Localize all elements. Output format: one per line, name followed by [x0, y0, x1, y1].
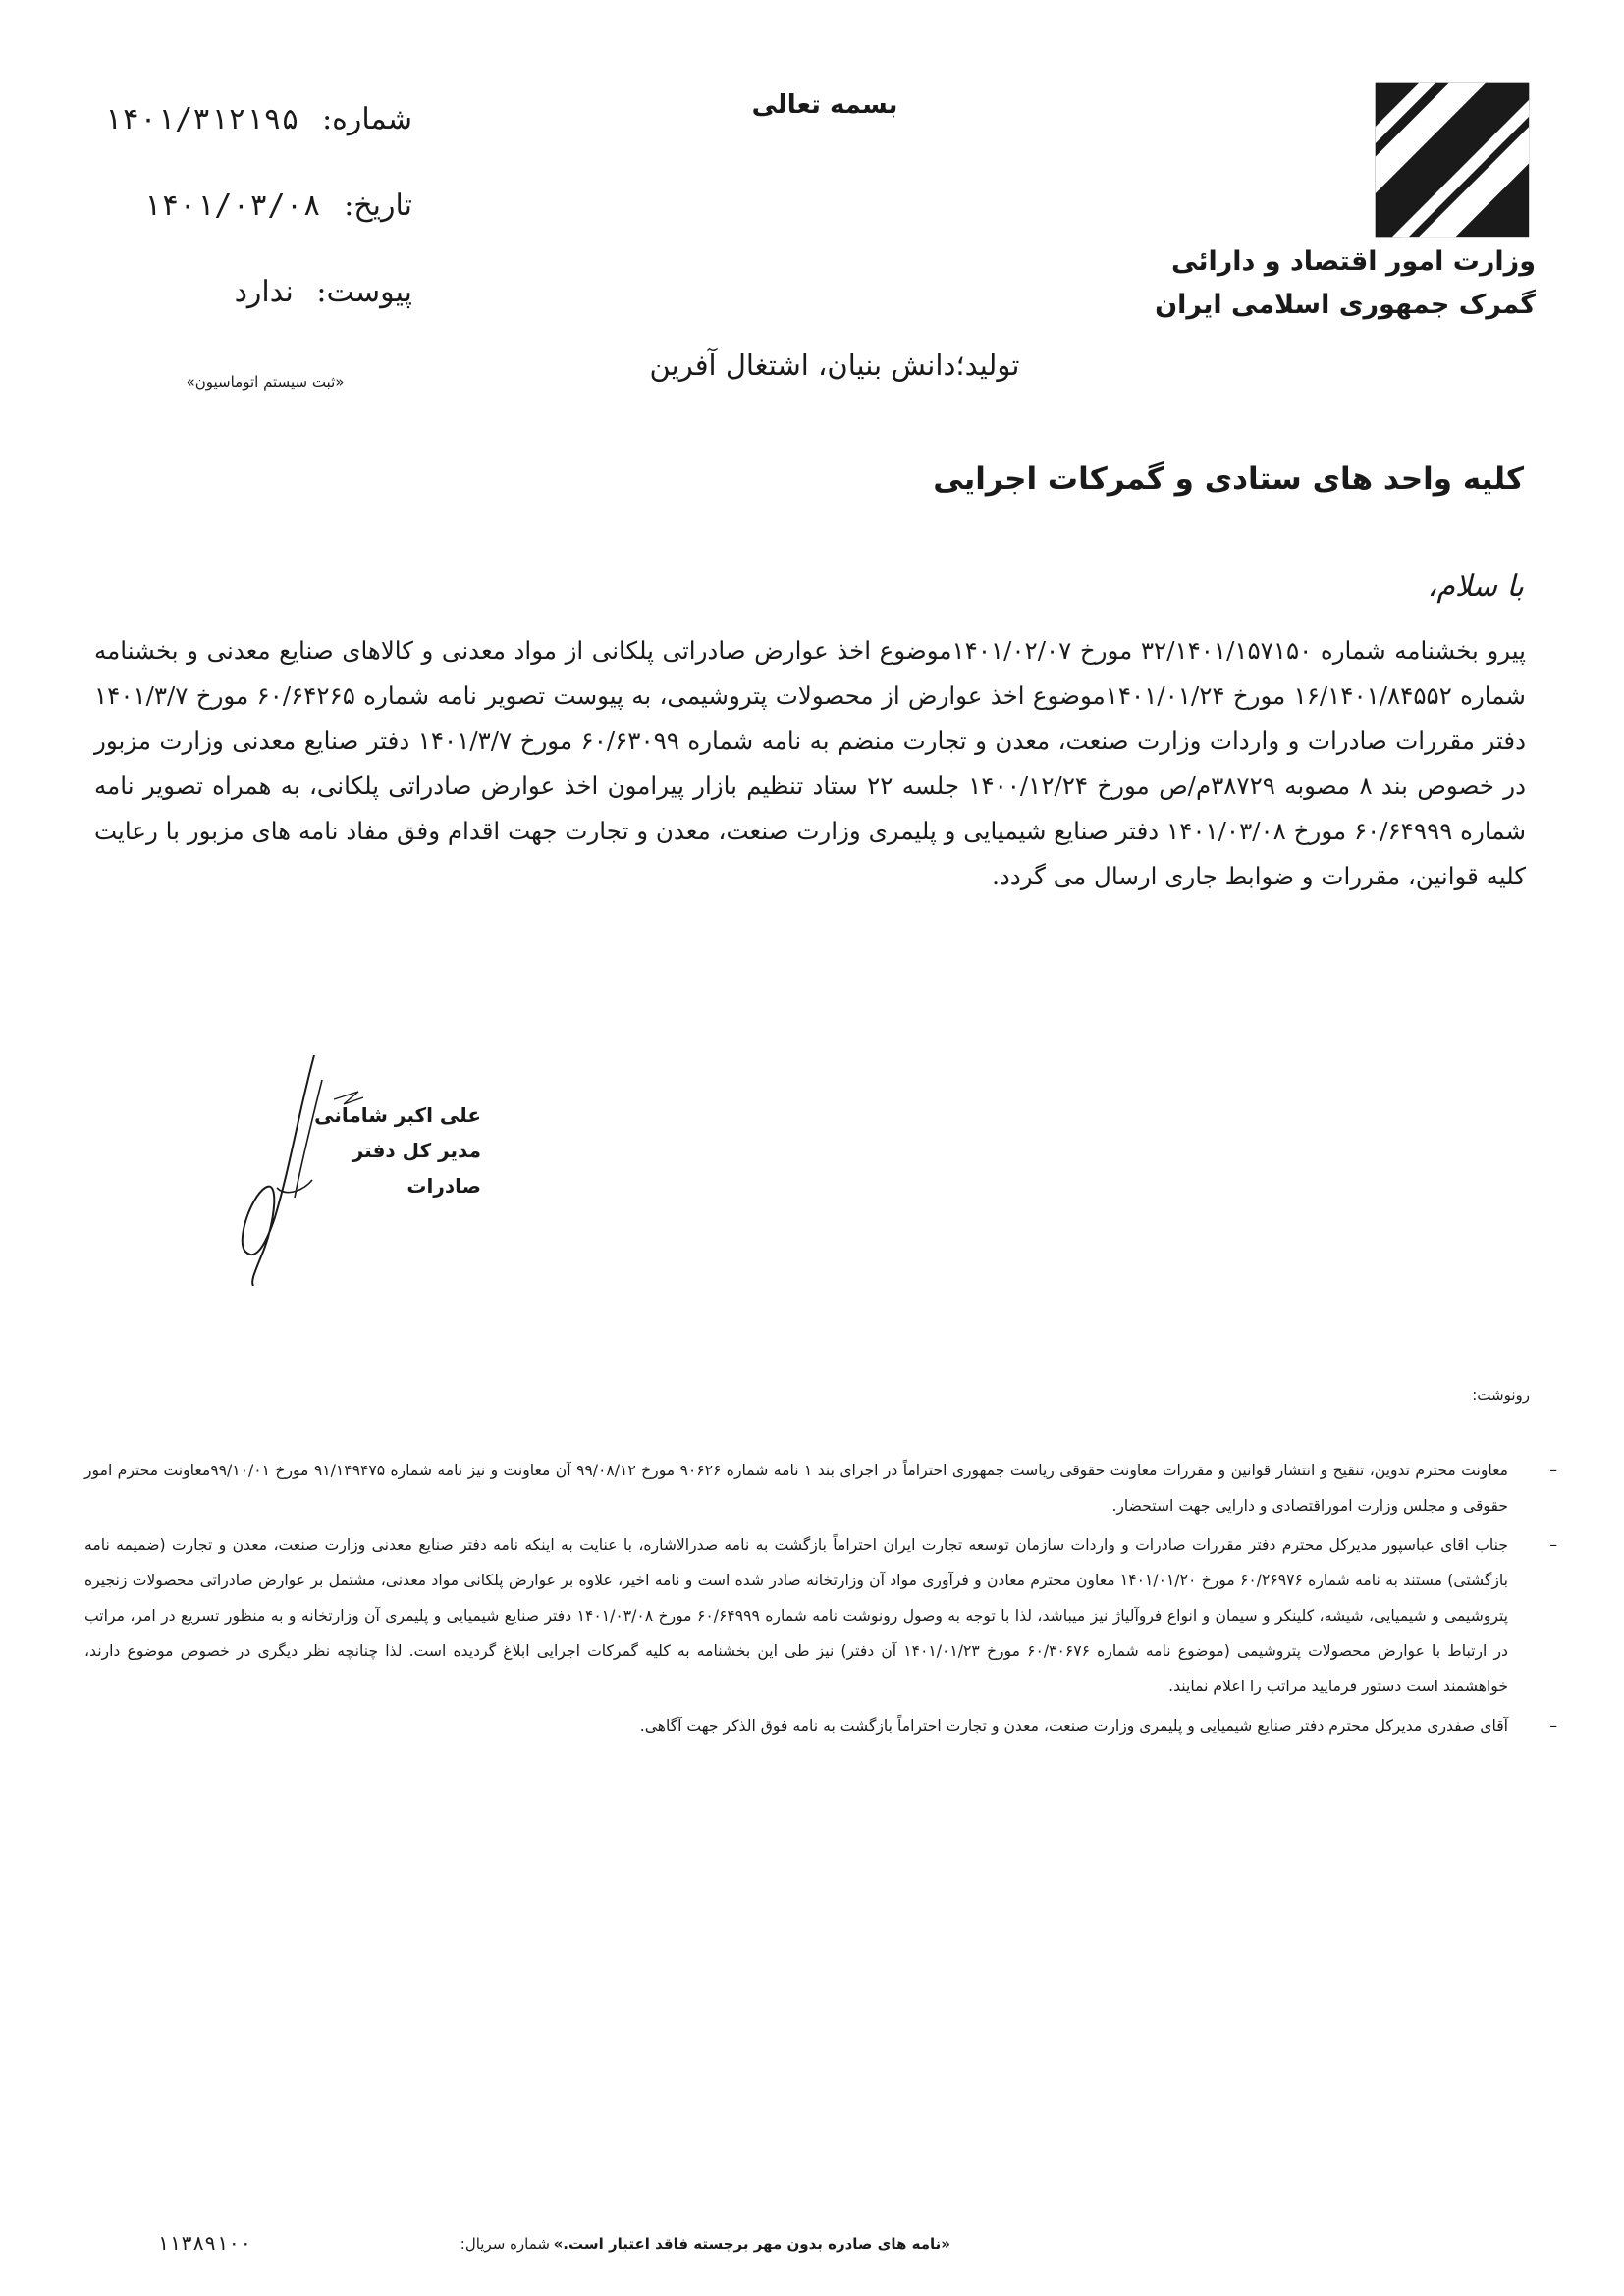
letter-body: پیرو بخشنامه شماره ۳۲/۱۴۰۱/۱۵۷۱۵۰ مورخ ۱۴۰۱/۰۲/۰۷موضوع اخذ عوارض صادراتی پلکانی از مواد معدنی و کالاهای صنایع معدنی و بخشنامه شماره ۱۶/۱۴۰۱/۸۴۵۵۲ مورخ ۱۴۰۱/۰۱/۲۴موضوع اخذ عوارض از محصولات پتروشیمی، به پیوست تصویر نامه شماره ۶۰/۶۴۲۶۵ مورخ ۱۴۰۱/۳/۷ دفتر مقررات صادرات و واردات وزارت صنعت، معدن و تجارت منضم به نامه شماره ۶۰/۶۳۰۹۹ مورخ ۱۴۰۱/۳/۷ دفتر صنایع معدنی وزارت مزبور در خصوص بند ۸ مصوبه ۳۸۷۲۹م/ص مورخ ۱۴۰۰/۱۲/۲۴ جلسه ۲۲ ستاد تنظیم بازار پیرامون اخذ عوارض صادراتی پلکانی، به همراه تصویر نامه شماره ۶۰/۶۴۹۹۹ مورخ ۱۴۰۱/۰۳/۰۸ دفتر صنایع شیمیایی و پلیمری وزارت صنعت، معدن و تجارت جهت اقدام وفق مفاد نامه های مزبور با رعایت کلیه قوانین، مقررات و ضوابط جاری ارسال می گردد. [94, 636, 1526, 890]
letter-date [79, 183, 412, 230]
signatory-title: مدیر کل دفتر صادرات [352, 1139, 481, 1198]
footer [157, 2231, 1551, 2261]
customs-logo-icon [1369, 77, 1536, 243]
cc-item: – آقای صفدری مدیرکل محترم دفتر صنایع شیمیایی و پلیمری وزارت صنعت، معدن و تجارت احتراماً بازگشت به نامه فوق الذکر جهت آگاهی. [639, 1717, 1557, 1735]
signatory [285, 1097, 481, 1203]
cc-item: – معاونت محترم تدوین، تنقیح و انتشار قوانین و مقررات معاونت حقوقی ریاست جمهوری احتراماً در اجرای بند ۱ نامه شماره ۹۰۶۲۶ مورخ ۹۹/۰۸/۱۲ آن معاونت و نیز نامه شماره ۹۱/۱۴۹۴۷۵ مورخ ۹۹/۱۰/۰۱معاونت محترم امور حقوقی و مجلس وزارت اموراقتصادی و دارایی جهت استحضار. [84, 1462, 1557, 1515]
cc-label: رونوشت: [1472, 1386, 1530, 1404]
number-label: شماره: [322, 102, 412, 136]
basmala: بسمه تعالی [751, 90, 898, 120]
cc-list [84, 1453, 1557, 1747]
number-value: ۱۴۰۱/۳۱۲۱۹۵ [103, 102, 299, 136]
date-label: تاریخ: [344, 188, 412, 223]
date-value: ۱۴۰۱/۰۳/۰۸ [143, 188, 321, 223]
cc-item: – جناب اقای عباسپور مدیرکل محترم دفتر مقررات صادرات و واردات سازمان توسعه تجارت ایران احتراماً بازگشت به نامه صدرالاشاره، با عنایت به اینکه نامه دفتر صنایع معدنی وزارت صنعت، معدن و تجارت (ضمیمه نامه بازگشتی) مستند به نامه شماره ۶۰/۲۶۹۷۶ مورخ ۱۴۰۱/۰۱/۲۰ معاون محترم معادن و فرآوری مواد آن وزارتخانه صادر شده است و نامه اخیر، علاوه بر عوارض پلکانی مواد معدنی، مشتمل بر عوارض صادراتی محصولات زنجیره پتروشیمی و شیمیایی، شیشه، کلینکر و سیمان و انواع فروآلیاژ نیز میباشد، لذا با توجه به وصول رونوشت نامه شماره ۶۰/۶۴۹۹۹ مورخ ۱۴۰۱/۰۳/۰۸ دفتر صنایع شیمیایی و پلیمری آن وزارتخانه و به منظور تسریع در امر، مراتب در ارتباط با عوارض محصولات پتروشیمی (موضوع نامه شماره ۶۰/۳۰۶۷۶ مورخ ۱۴۰۱/۰۱/۲۳ آن دفتر) نیز طی این بخشنامه به کلیه گمرکات اجرایی ابلاغ گردیده است. لذا چنانچه نظر دیگری در خصوص موضوع دارند، خواهشمند است دستور فرمایید مراتب را اعلام نمایند. [84, 1536, 1557, 1695]
validity-note: «نامه های صادره بدون مهر برجسته فاقد اعتبار است.» [553, 2235, 950, 2253]
ministry-name: وزارت امور اقتصاد و دارائی [1171, 246, 1536, 277]
organization-name: گمرک جمهوری اسلامی ایران [1155, 290, 1536, 320]
letter-number [79, 96, 412, 143]
attachment-value: ندارد [234, 275, 294, 309]
letter-attachment [79, 269, 412, 316]
serial-value: ۱۱۳۸۹۱۰۰ [157, 2231, 252, 2255]
recipient: کلیه واحد های ستادی و گمرکات اجرایی [933, 461, 1524, 497]
salutation: با سلام، [1427, 569, 1524, 604]
auto-registration-note: «ثبت سیستم اتوماسیون» [186, 373, 345, 391]
serial-label: شماره سریال: [460, 2235, 550, 2253]
attachment-label: پیوست: [316, 275, 412, 309]
slogan: تولید؛دانش بنیان، اشتغال آفرین [649, 348, 1020, 382]
org-header [1123, 240, 1536, 327]
signatory-name: علی اکبر شامانی [314, 1103, 481, 1127]
